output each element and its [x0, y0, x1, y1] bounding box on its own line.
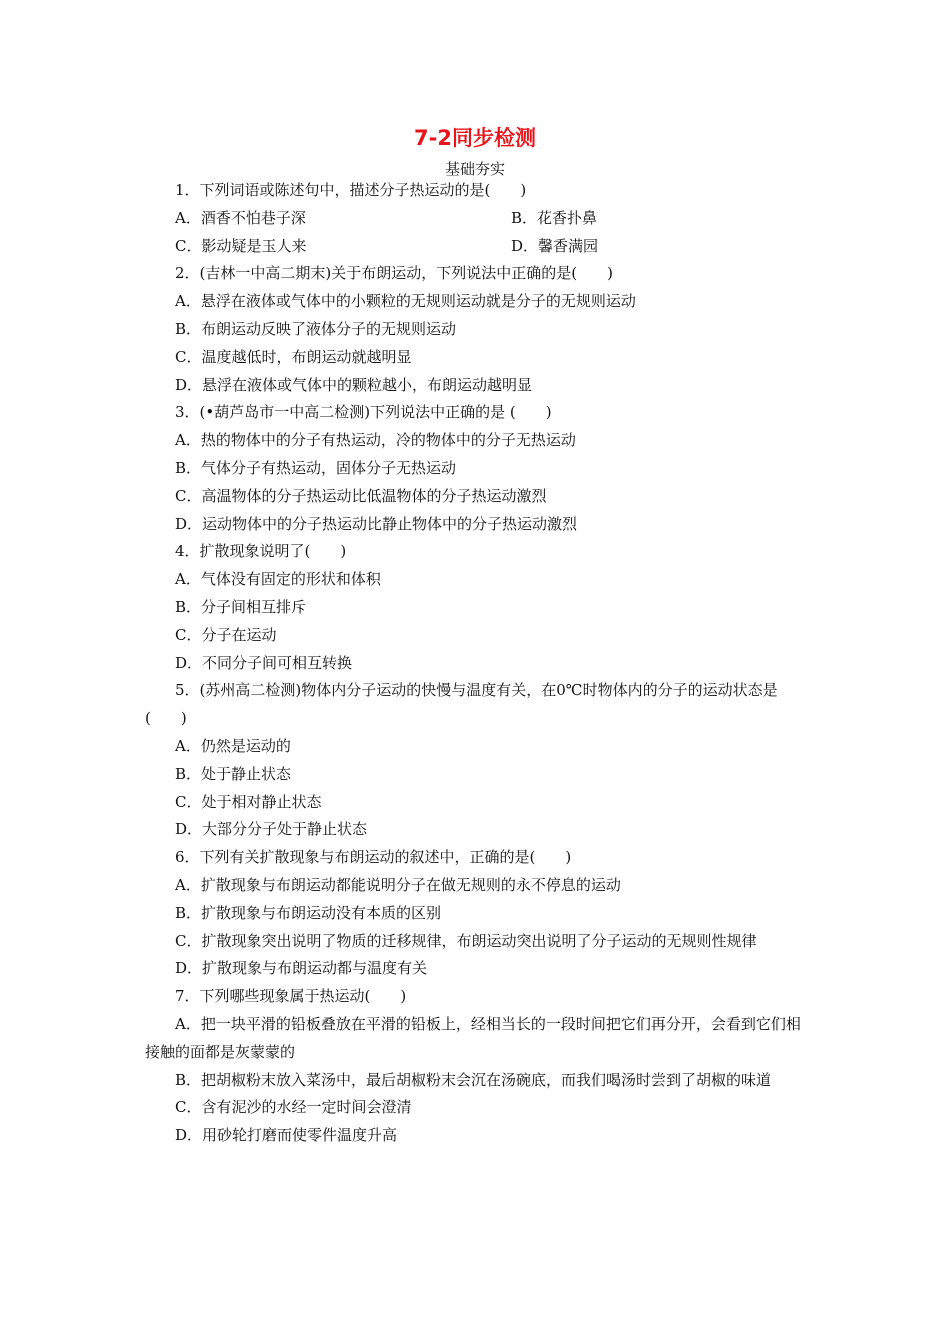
option-6b: B．扩散现象与布朗运动没有本质的区别 [175, 903, 442, 922]
option-2d: D．悬浮在液体或气体中的颗粒越小，布朗运动越明显 [175, 375, 533, 394]
option-1a: A．酒香不怕巷子深 [175, 208, 306, 227]
option-4b: B．分子间相互排斥 [175, 597, 307, 616]
question-stem-5: 5．(苏州高二检测)物体内分子运动的快慢与温度有关，在0℃时物体内的分子的运动状态是( ) [145, 681, 778, 728]
option-1b: B．花香扑鼻 [511, 208, 598, 227]
option-4c: C．分子在运动 [175, 625, 277, 644]
option-2b: B．布朗运动反映了液体分子的无规则运动 [175, 319, 457, 338]
option-5d: D．大部分分子处于静止状态 [175, 820, 368, 839]
option-2a: A．悬浮在液体或气体中的小颗粒的无规则运动就是分子的无规则运动 [175, 292, 636, 311]
option-3d: D．运动物体中的分子热运动比静止物体中的分子热运动激烈 [175, 514, 578, 533]
question-list [145, 177, 810, 1150]
option-3a: A．热的物体中的分子有热运动，冷的物体中的分子无热运动 [175, 431, 576, 450]
question-stem-4: 4．扩散现象说明了( ) [175, 542, 347, 561]
option-7b: B．把胡椒粉末放入菜汤中，最后胡椒粉末会沉在汤碗底，而我们喝汤时尝到了胡椒的味道 [175, 1070, 772, 1089]
question-stem-6: 6．下列有关扩散现象与布朗运动的叙述中，正确的是( ) [175, 848, 572, 867]
question-stem-2: 2．(吉林一中高二期末)关于布朗运动，下列说法中正确的是( ) [175, 264, 613, 283]
option-5c: C．处于相对静止状态 [175, 792, 322, 811]
option-6d: D．扩散现象与布朗运动都与温度有关 [175, 959, 428, 978]
option-6a: A．扩散现象与布朗运动都能说明分子在做无规则的永不停息的运动 [175, 875, 621, 894]
document-title: 7-2同步检测 [414, 126, 536, 150]
option-5b: B．处于静止状态 [175, 764, 292, 783]
option-row [145, 205, 810, 233]
option-5a: A．仍然是运动的 [175, 736, 291, 755]
section-heading: 基础夯实 [444, 160, 505, 178]
option-2c: C．温度越低时，布朗运动就越明显 [175, 347, 412, 366]
option-3c: C．高温物体的分子热运动比低温物体的分子热运动激烈 [175, 486, 547, 505]
option-4d: D．不同分子间可相互转换 [175, 653, 353, 672]
option-7a: A．把一块平滑的铅板叠放在平滑的铅板上，经相当长的一段时间把它们再分开，会看到它们相接触的面都是灰蒙蒙的 [145, 1014, 801, 1061]
option-7d: D．用砂轮打磨而使零件温度升高 [175, 1126, 398, 1145]
option-4a: A．气体没有固定的形状和体积 [175, 570, 381, 589]
option-1d: D．馨香满园 [511, 236, 599, 255]
question-stem-7: 7．下列哪些现象属于热运动( ) [175, 987, 407, 1006]
option-row [145, 233, 810, 261]
option-6c: C．扩散现象突出说明了物质的迁移规律，布朗运动突出说明了分子运动的无规则性规律 [175, 931, 757, 950]
question-stem-1: 1．下列词语或陈述句中，描述分子热运动的是( ) [175, 181, 527, 199]
option-1c: C．影动疑是玉人来 [175, 236, 307, 255]
option-7c: C．含有泥沙的水经一定时间会澄清 [175, 1098, 412, 1117]
question-stem-3: 3．(•葫芦岛市一中高二检测)下列说法中正确的是 ( ) [175, 403, 552, 422]
option-3b: B．气体分子有热运动，固体分子无热运动 [175, 458, 457, 477]
